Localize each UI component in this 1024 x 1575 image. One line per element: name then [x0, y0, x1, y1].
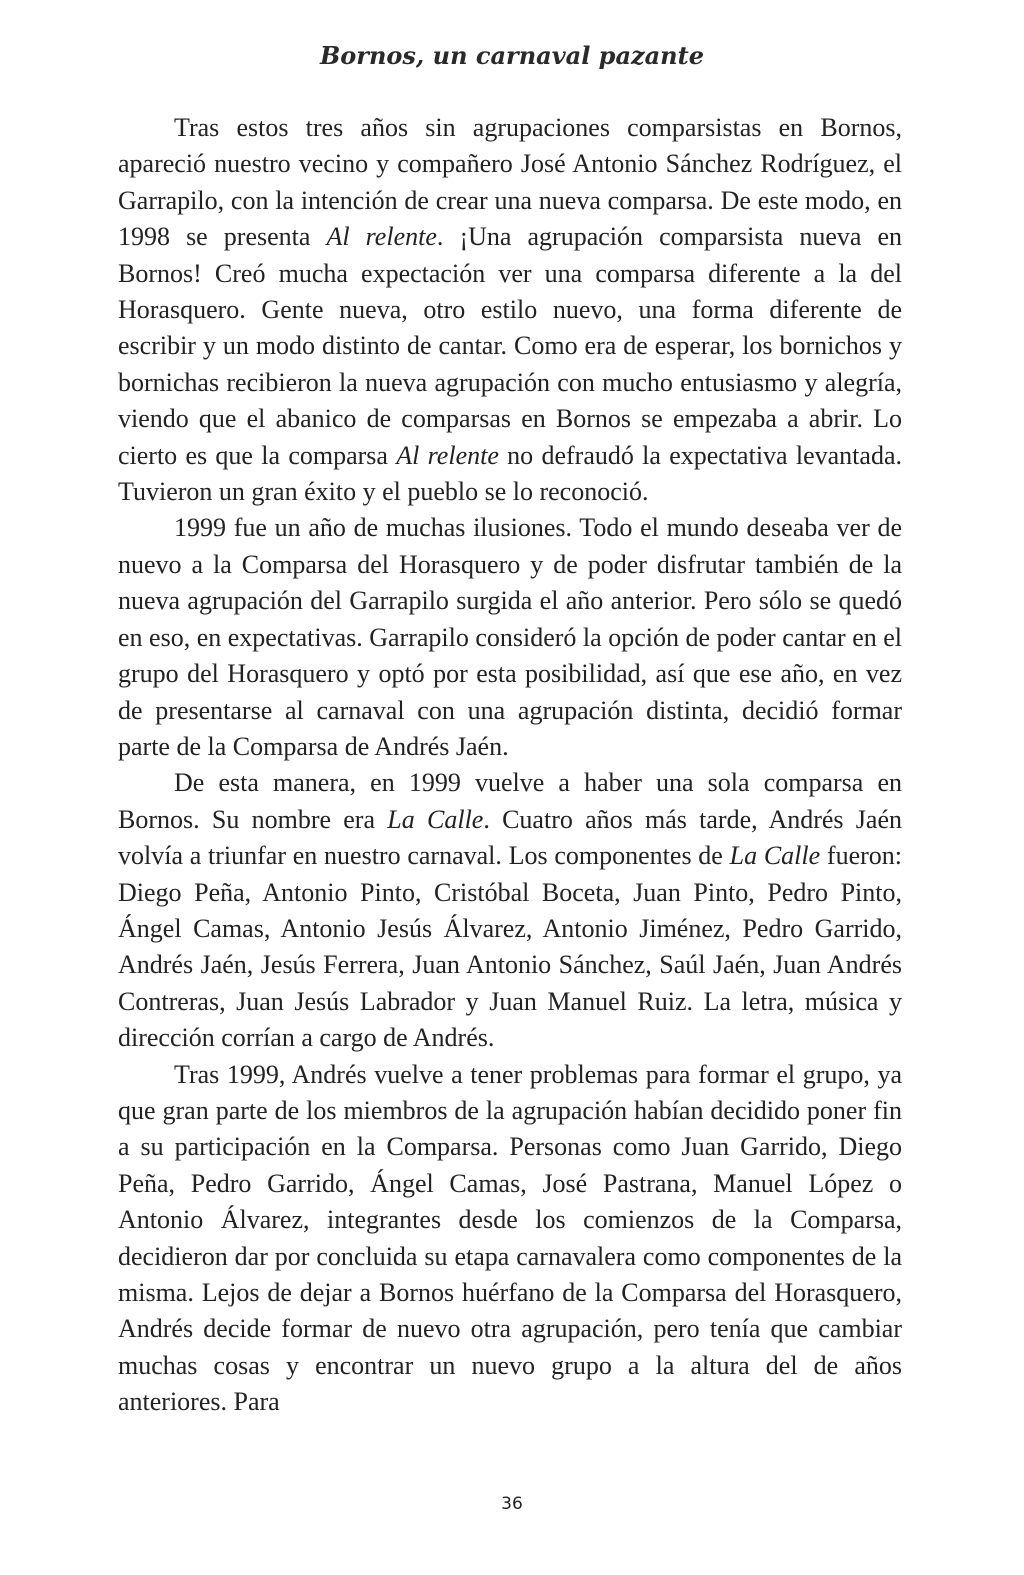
- work-title: La Calle: [729, 841, 821, 871]
- paragraph-tras-1999: [118, 1057, 902, 1421]
- paragraph-text: fueron: Diego Peña, Antonio Pinto, Cristóbal Boceta, Juan Pinto, Pedro Pinto, Ángel Camas, Antonio Jesús Álvarez, Antonio Jiménez, Pedro Garrido, Andrés Jaén, Jesús Ferrera, Juan Antonio Sánchez, Saúl Jaén, Juan Andrés Contreras, Juan Jesús Labrador y Juan Manuel Ruiz. La letra, música y dirección corrían a cargo de Andrés.: [118, 841, 902, 1053]
- paragraph-text: Tras 1999, Andrés vuelve a tener problemas para formar el grupo, ya que gran parte de los miembros de la agrupación habían decidido poner fin a su participación en la Comparsa. Personas como Juan Garrido, Diego Peña, Pedro Garrido, Ángel Camas, José Pastrana, Manuel López o Antonio Álvarez, integrantes desde los comienzos de la Comparsa, decidieron dar por concluida su etapa carnavalera como componentes de la misma. Lejos de dejar a Bornos huérfano de la Comparsa del Horasquero, Andrés decide formar de nuevo otra agrupación, pero tenía que cambiar muchas cosas y encontrar un nuevo grupo a la altura del de años anteriores. Para: [118, 1059, 902, 1417]
- paragraph-text: . ¡Una agrupación comparsista nueva en Bornos! Creó mucha expectación ver una comparsa diferente a la del Horasquero. Gente nueva, otro estilo nuevo, una forma diferente de escribir y un modo distinto de cantar. Como era de esperar, los bornichos y bornichas recibieron la nueva agrupación con mucho entusiasmo y alegría, viendo que el abanico de comparsas en Bornos se empezaba a abrir. Lo cierto es que la comparsa: [118, 222, 903, 470]
- work-title: La Calle: [387, 804, 484, 834]
- paragraph-text: 1999 fue un año de muchas ilusiones. Todo el mundo deseaba ver de nuevo a la Comparsa del Horasquero y de poder disfrutar también de la nueva agrupación del Garrapilo surgida el año anterior. Pero sólo se quedó en eso, en expectativas. Garrapilo consideró la opción de poder cantar en el grupo del Horasquero y optó por esta posibilidad, así que ese año, en vez de presentarse al carnaval con una agrupación distinta, decidió formar parte de la Comparsa de Andrés Jaén.: [118, 513, 902, 761]
- paragraph-text: De esta manera, en 1999 vuelve a haber una sola comparsa en Bornos. Su nombre era: [118, 768, 902, 834]
- paragraph-la-calle: [118, 765, 902, 1056]
- work-title: Al relente: [396, 440, 499, 470]
- paragraph-text: Tras estos tres años sin agrupaciones comparsistas en Bornos, apareció nuestro vecino y compañero José Antonio Sánchez Rodríguez, el Garrapilo, con la intención de crear una nueva comparsa. De este modo, en 1998 se presenta: [118, 113, 902, 252]
- running-header: Bornos, un carnaval pazante: [320, 41, 704, 70]
- paragraph-1999: [118, 510, 902, 765]
- paragraph-text: no defraudó la expectativa levantada. Tuvieron un gran éxito y el pueblo se lo reconoció.: [118, 440, 902, 507]
- paragraph-text: . Cuatro años más tarde, Andrés Jaén volvía a triunfar en nuestro carnaval. Los componentes de: [118, 804, 902, 871]
- body-text: [118, 110, 902, 1421]
- paragraph-al-relente: [118, 110, 902, 510]
- work-title: Al relente: [326, 222, 437, 252]
- page-number: 36: [501, 1494, 523, 1514]
